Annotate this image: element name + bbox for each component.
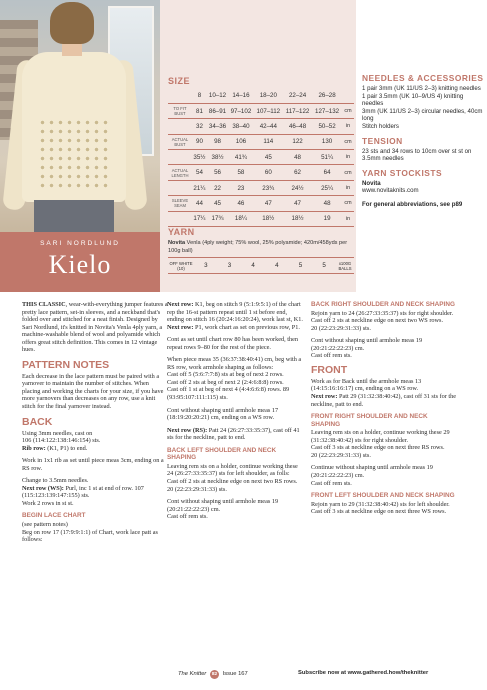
size-unit: cm (342, 103, 354, 118)
size-cell: 81 (192, 103, 207, 118)
size-cell: 18½ (283, 211, 312, 226)
size-row (168, 119, 354, 134)
text-column-3: BACK RIGHT SHOULDER AND NECK SHAPING Rejoin yarn to 24 (26:27:33:35:37) sts for right shoulder. Cast off 2 sts at neckline edge on next two WS rows. 20 (22:23:29:31:33) sts. Cont without shaping until armhole meas 19 (20:21:22:22:23) cm. Cast off rem sts. FRONT Work as for Back until the armhole meas 13 (14:15:16:16:17) cm, ending on a WS row. Next row: Patt 29 (31:32:38:40:42), cast off 31 sts for the neckline, patt to end. FRONT RIGHT SHOULDER AND NECK SHAPING Leaving rem sts on a holder, continue working these 29 (31:32:38:40:42) sts for right shoulder. Cast off 3 sts at neckline edge on next three RS rows. 20 (22:23:29:31:33) sts. Continue without shaping until armhole meas 19 (20:21:22:22:23) cm. Cast off rem sts. FRONT LEFT SHOULDER AND NECK SHAPING Rejoin yarn to 29 (31:32:38:40:42) sts for left shoulder. Cast off 3 sts at neckline edge on next three WS rows. (311, 301, 457, 516)
back-left-heading: BACK LEFT SHOULDER AND NECK SHAPING (167, 446, 277, 462)
size-row-label (168, 119, 192, 134)
size-cell: 18¼ (228, 211, 254, 226)
size-cell: 17¾ (207, 211, 228, 226)
back-heading: BACK (22, 415, 53, 428)
text-column-2: Next row: K1, beg on stitch 9 (5:1:9:5:1) of the chart rep the 16-st pattern repeat until 1 st before end, ending on stitch 16 (20:24:16:20:24), work last st, K1. Next row: P1, work chart as set on previous row, P1. Cont as set until chart row 80 has been worked, then repeat rows 9–80 for the rest of the piece. When piece meas 35 (36:37:38:40:41) cm, beg with a RS row, work armhole shaping as follows: Cast off 5 (5:6:7:7:8) sts at beg of next 2 rows. Cast off 2 sts at beg of next 2 (2:4:6:8:8) rows. Cast off 1 st at beg of next 4 (4:4:6:6:8) rows. 89 (93:95:107:111:115) sts. Cont without shaping until armhole meas 17 (18:19:20:20:21) cm, ending on a WS row. Next row (RS): Patt 24 (26:27:33:35:37), cast off 41 sts for the neckline, patt to end. BACK LEFT SHOULDER AND NECK SHAPING Leaving rem sts on a holder, continue working these 24 (26:27:33:35:37) sts for left shoulder, as folls: Cast off 2 sts at neckline edge on next two RS rows. 20 (22:23:29:31:33) sts. Cont without shaping until armhole meas 19 (20:21:22:22:23) cm. Cast off rem sts. (167, 301, 305, 521)
size-cell: 47 (254, 196, 283, 211)
size-cell: 35½ (192, 150, 207, 165)
size-cell: 50–52 (312, 119, 342, 134)
yarn-ball-count: 4 (265, 258, 289, 274)
yarn-ball-count: 4 (241, 258, 265, 274)
size-cell: 62 (283, 165, 312, 180)
size-cell: 60 (254, 165, 283, 180)
front-left-heading: FRONT LEFT SHOULDER AND NECK SHAPING (311, 492, 455, 500)
yarn-description: Novita Venla (4ply weight; 75% wool, 25% polyamide; 420m/458yds per 100g ball) (168, 240, 348, 254)
size-row (168, 134, 354, 149)
size-row (168, 103, 354, 118)
size-unit: in (342, 150, 354, 165)
needle-item: 1 pair 3.5mm (UK 10–9/US 4) knitting needles (362, 92, 464, 108)
abbrev-note: For general abbreviations, see p89 (362, 200, 463, 208)
size-cell: 32 (192, 119, 207, 134)
size-cell: 97–102 (228, 103, 254, 118)
size-row-label: ACTUAL BUST (168, 134, 192, 149)
size-cell: 86–91 (207, 103, 228, 118)
size-cell: 45 (207, 196, 228, 211)
size-cell: 117–122 (283, 103, 312, 118)
title-band (0, 232, 160, 292)
size-cell: 21¼ (192, 180, 207, 195)
pattern-notes-heading: PATTERN NOTES (22, 358, 110, 371)
stockist-url[interactable]: www.novitaknits.com (362, 187, 419, 195)
size-cell: 18½ (254, 211, 283, 226)
issue-number: Issue 167 (222, 671, 248, 677)
size-cell: 46–48 (283, 119, 312, 134)
size-cell: 90 (192, 134, 207, 149)
size-cell: 130 (312, 134, 342, 149)
page-number: 82 (211, 672, 218, 677)
size-cell: 44 (192, 196, 207, 211)
size-cell: 23 (228, 180, 254, 195)
magazine-name: The Knitter (178, 671, 207, 677)
size-cell: 42–44 (254, 119, 283, 134)
size-cell: 25¼ (312, 180, 342, 195)
size-cell: 64 (312, 165, 342, 180)
size-cell: 45 (254, 150, 283, 165)
size-cell: 24½ (283, 180, 312, 195)
subscribe-line[interactable]: Subscribe now at www.gathered.how/theknitter (298, 670, 429, 676)
size-unit: in (342, 211, 354, 226)
yarn-ball-count: 5 (289, 258, 313, 274)
size-unit: in (342, 180, 354, 195)
size-row-label (168, 88, 192, 103)
size-cell: 54 (192, 165, 207, 180)
size-unit: cm (342, 134, 354, 149)
size-cell: 10–12 (207, 88, 228, 103)
size-row (168, 180, 354, 195)
size-cell: 58 (228, 165, 254, 180)
size-cell: 56 (207, 165, 228, 180)
size-unit: cm (342, 165, 354, 180)
notes-column (362, 74, 484, 209)
intro-paragraph: THIS CLASSIC, wear-with-everything jumper features a pretty lace pattern, set-in sleeves, and a neckband that's folded over and stitched for a neat finish. Designed by Sari Nordlund, it's knitted in Novita's Venla 4ply yarn, a machine-washable blend of wool and polyamide which offers great stitch definition. This comes in 12 vintage hues. (22, 301, 168, 354)
size-row (168, 211, 354, 226)
size-row-label (168, 211, 192, 226)
front-right-heading: FRONT RIGHT SHOULDER AND NECK SHAPING (311, 413, 428, 428)
size-cell: 38–40 (228, 119, 254, 134)
designer-name: SARI NORDLUND (40, 240, 120, 247)
size-row-label: SLEEVE SEAM (168, 196, 192, 211)
size-row (168, 196, 354, 211)
size-cell: 48 (312, 196, 342, 211)
page-footer (0, 668, 487, 682)
size-unit (342, 88, 354, 103)
yarn-table (168, 257, 354, 274)
size-cell: 114 (254, 134, 283, 149)
stockists-heading: YARN STOCKISTS (362, 167, 443, 178)
size-cell: 26–28 (312, 88, 342, 103)
size-cell: 8 (192, 88, 207, 103)
yarn-colour-label: OFF WHITE (10) (168, 258, 194, 274)
needle-item: Stitch holders (362, 122, 399, 130)
size-cell: 106 (228, 134, 254, 149)
size-cell: 41¾ (228, 150, 254, 165)
yarn-unit: x100G BALLS (336, 258, 354, 274)
size-row-label (168, 180, 192, 195)
size-row-label: TO FIT BUST (168, 103, 192, 118)
size-cell: 46 (228, 196, 254, 211)
size-yarn-panel (160, 0, 356, 292)
size-cell: 17¼ (192, 211, 207, 226)
size-cell: 107–112 (254, 103, 283, 118)
size-cell: 14–16 (228, 88, 254, 103)
size-cell: 98 (207, 134, 228, 149)
back-right-heading: BACK RIGHT SHOULDER AND NECK SHAPING (311, 301, 455, 308)
yarn-ball-count: 3 (194, 258, 218, 274)
size-cell: 22 (207, 180, 228, 195)
model-photo (0, 0, 160, 232)
size-cell: 51¼ (312, 150, 342, 165)
size-row-label: ACTUAL LENGTH (168, 165, 192, 180)
size-row (168, 150, 354, 165)
yarn-ball-count: 5 (312, 258, 336, 274)
front-heading: FRONT (311, 363, 348, 376)
needles-list (362, 85, 484, 131)
size-cell: 34–36 (207, 119, 228, 134)
size-heading: SIZE (168, 76, 191, 86)
size-table (168, 88, 354, 227)
text-column-1: THIS CLASSIC, wear-with-everything jumper features a pretty lace pattern, set-in sleeves, and a neckband that's folded over and stitched for a neat finish. Designed by Sari Nordlund, it's knitted in Novita's Venla 4ply yarn, a machine-washable blend of wool and polyamide which offers great stitch definition. This comes in 12 vintage hues. PATTERN NOTES Each decrease in the lace pattern must be paired with a yarnover to maintain the number of stitches. When placing and working the charts for your size, if you have more yarnovers than decreases on any row, use a knit stitch for the final yarnover instead. BACK Using 3mm needles, cast on 106 (114:122:138:146:154) sts. Rib row: (K1, P1) to end. Work in 1x1 rib as set until piece meas 3cm, ending on a RS row. Change to 3.5mm needles. Next row (WS): Purl, inc 1 st at end of row. 107 (115:123:139:147:155) sts. Work 2 rows in st st. BEGIN LACE CHART (see pattern notes) Beg on row 17 (17:9:9:1:1) of Chart, work lace patt as follows: (22, 301, 168, 544)
size-row (168, 165, 354, 180)
lace-chart-heading: BEGIN LACE CHART (22, 512, 86, 520)
size-cell: 19 (312, 211, 342, 226)
size-cell: 38½ (207, 150, 228, 165)
size-row-label (168, 150, 192, 165)
size-cell: 47 (283, 196, 312, 211)
size-cell: 127–132 (312, 103, 342, 118)
tension-text: 23 sts and 34 rows to 10cm over st st on 3.5mm needles (362, 147, 472, 163)
stockist-name: Novita (362, 179, 381, 187)
needle-item: 1 pair 3mm (UK 11/US 2–3) knitting needles (362, 85, 481, 92)
size-unit: cm (342, 196, 354, 211)
size-cell: 23¾ (254, 180, 283, 195)
yarn-heading: YARN (168, 227, 195, 237)
pattern-title: Kielo (48, 250, 112, 279)
size-cell: 22–24 (283, 88, 312, 103)
size-cell: 18–20 (254, 88, 283, 103)
yarn-ball-count: 3 (218, 258, 242, 274)
size-cell: 48 (283, 150, 312, 165)
tension-heading: TENSION (362, 135, 403, 146)
needle-item: 3mm (UK 11/US 2–3) circular needles, 40cm long (362, 107, 483, 123)
size-unit: in (342, 119, 354, 134)
needles-heading: NEEDLES & ACCESSORIES (362, 73, 484, 83)
size-cell: 122 (283, 134, 312, 149)
pattern-notes-text: Each decrease in the lace pattern must be paired with a yarnover to maintain the number of stitches. When placing and working the charts for your size, if you have more yarnovers than decreases on any row, use a knit stitch for the final yarnover instead. (22, 372, 164, 411)
size-row (168, 88, 354, 103)
